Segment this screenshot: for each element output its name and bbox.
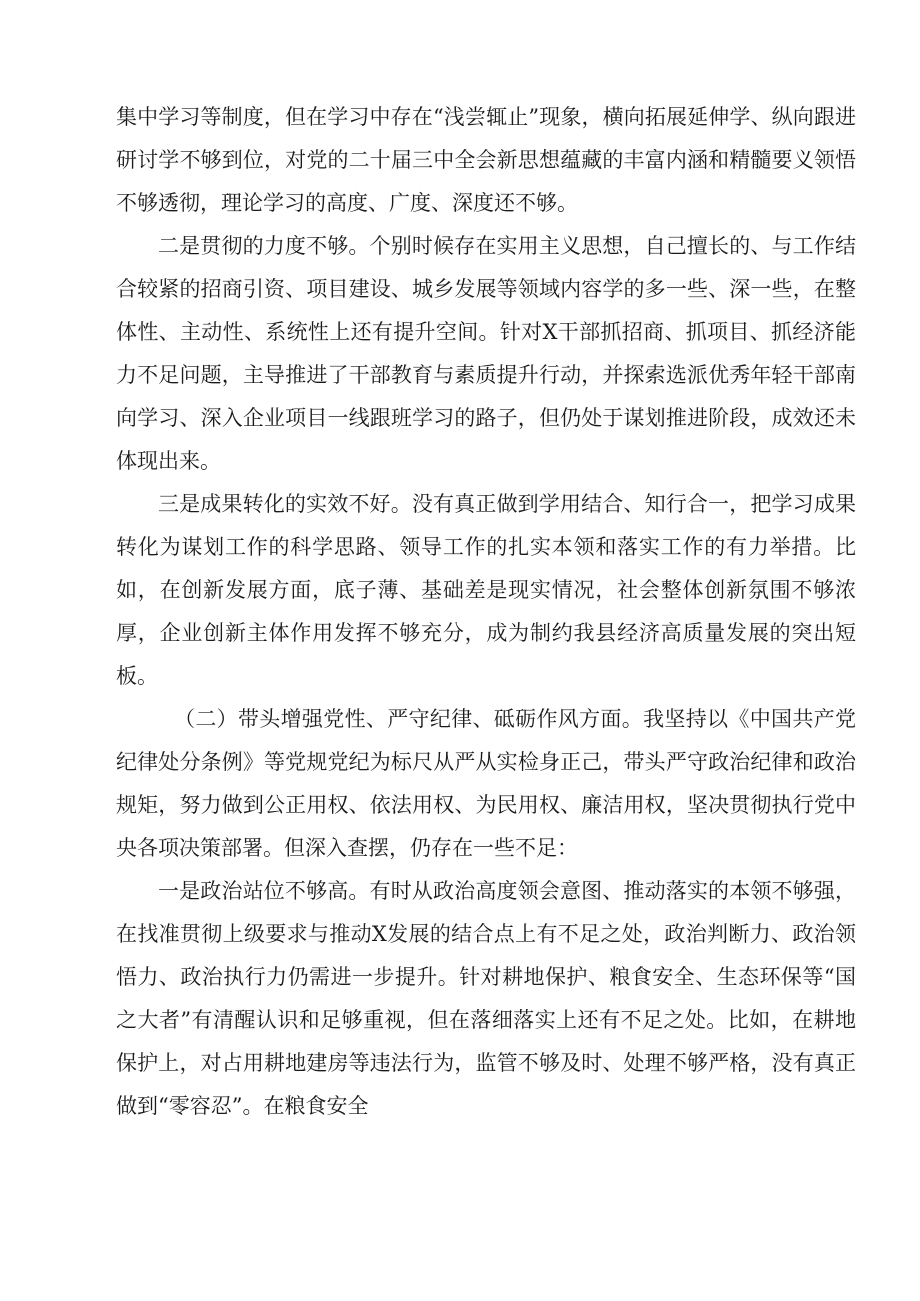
paragraph-political-stance: 一是政治站位不够高。有时从政治高度领会意图、推动落实的本领不够强，在找准贯彻上级要求与推动X发展的结合点上有不足之处，政治判断力、政治领悟力、政治执行力仍需进一步提升。针对耕地保护、粮食安全、生态环保等“国之大者”有清醒认识和足够重视，但在落细落实上还有不足之处。比如，在耕地保护上，对占用耕地建房等违法行为，监管不够及时、处理不够严格，没有真正做到“零容忍”。在粮食安全 <box>116 879 856 1118</box>
paragraph-implementation: 二是贯彻的力度不够。个别时候存在实用主义思想，自己擅长的、与工作结合较紧的招商引资、项目建设、城乡发展等领域内容学的多一些、深一些，在整体性、主动性、系统性上还有提升空间。针对X干部抓招商、抓项目、抓经济能力不足问题，主导推进了干部教育与素质提升行动，并探索选派优秀年轻干部南向学习、深入企业项目一线跟班学习的路子，但仍处于谋划推进阶段，成效还未体现出来。 <box>116 234 856 473</box>
paragraph-study-system: 集中学习等制度，但在学习中存在“浅尝辄止”现象，横向拓展延伸学、纵向跟进研讨学不够到位，对党的二十届三中全会新思想蕴藏的丰富内涵和精髓要义领悟不够透彻，理论学习的高度、广度、深度还不够。 <box>116 105 856 215</box>
paragraph-results-conversion: 三是成果转化的实效不好。没有真正做到学用结合、知行合一，把学习成果转化为谋划工作的科学思路、领导工作的扎实本领和落实工作的有力举措。比如，在创新发展方面，底子薄、基础差是现实情况，社会整体创新氛围不够浓厚，企业创新主体作用发挥不够充分，成为制约我县经济高质量发展的突出短板。 <box>116 492 856 688</box>
document-body <box>116 96 856 1128</box>
paragraph-section-two-heading: （二）带头增强党性、严守纪律、砥砺作风方面。我坚持以《中国共产党纪律处分条例》等党规党纪为标尺从严从实检身正己，带头严守政治纪律和政治规矩，努力做到公正用权、依法用权、为民用权、廉洁用权，坚决贯彻执行党中央各项决策部署。但深入查摆，仍存在一些不足： <box>116 707 856 860</box>
